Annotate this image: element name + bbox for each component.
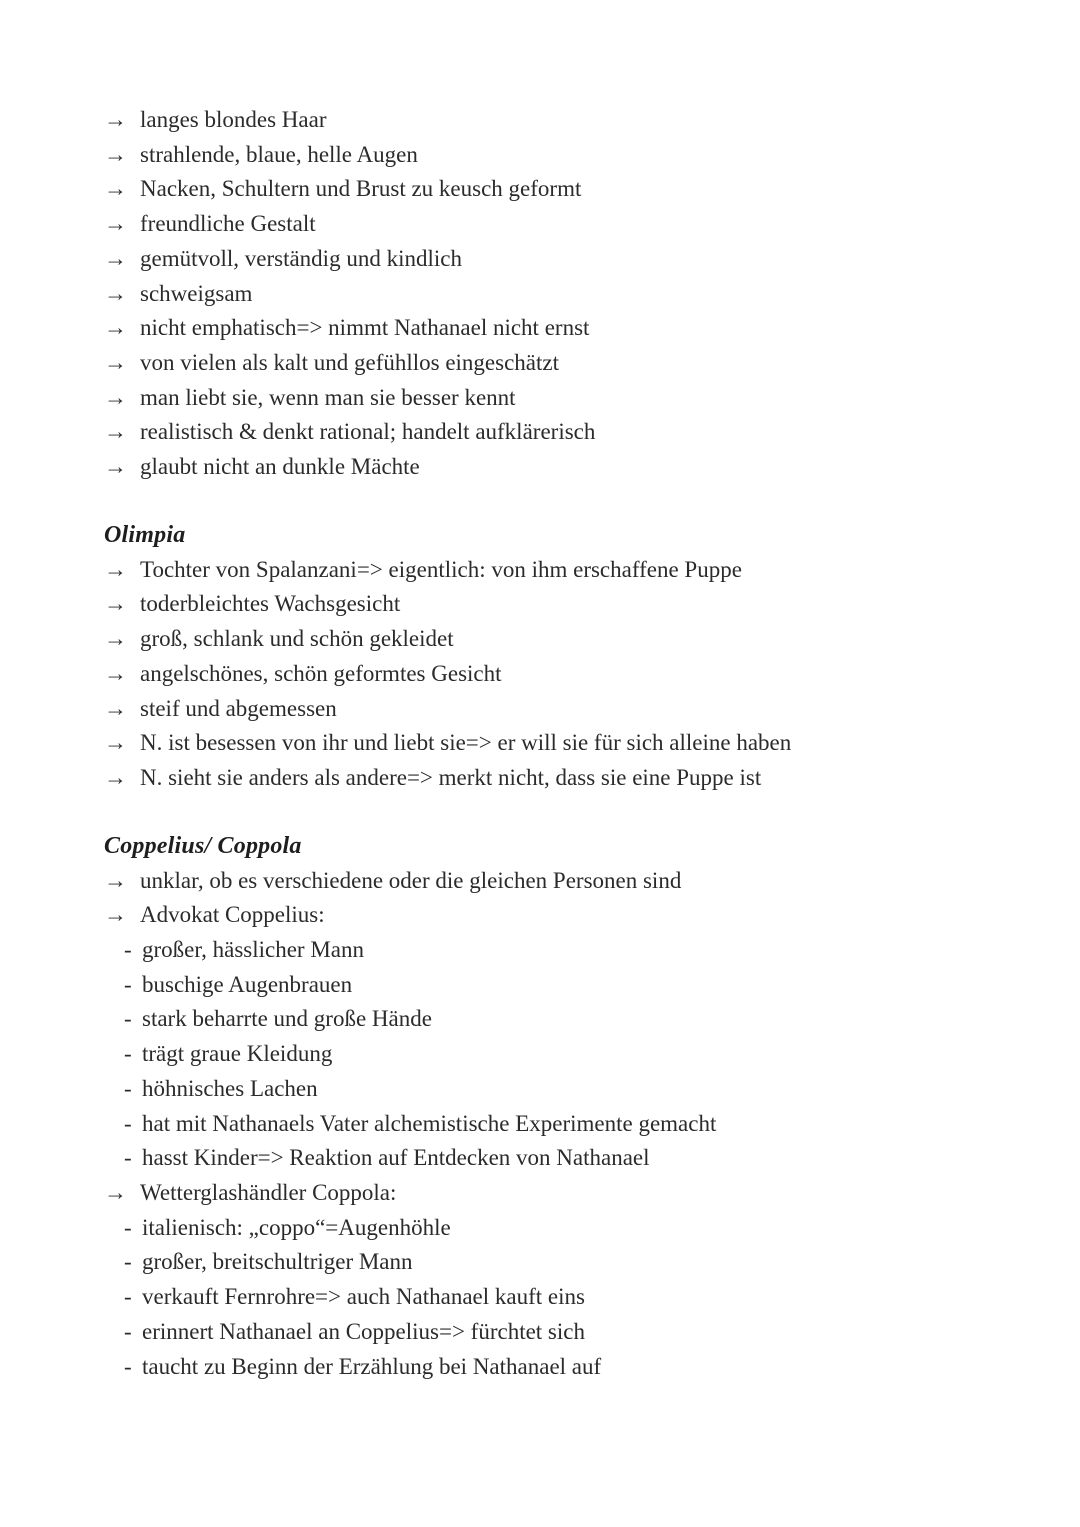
arrow-bullet-icon: →: [104, 141, 127, 167]
sub-bullet-item-text: italienisch: „coppo“=Augenhöhle: [142, 1214, 451, 1240]
sub-bullet-item-text: großer, hässlicher Mann: [142, 937, 364, 963]
bullet-item: [104, 726, 1020, 761]
arrow-bullet-icon: →: [104, 349, 127, 375]
notes-section: [104, 103, 1020, 485]
sub-bullet-item-text: erinnert Nathanael an Coppelius=> fürchtet sich: [142, 1318, 585, 1344]
arrow-bullet-icon: →: [104, 730, 127, 756]
bullet-item-text: Wetterglashändler Coppola:: [140, 1179, 397, 1205]
arrow-bullet-icon: →: [104, 280, 127, 306]
bullet-item: [104, 138, 1020, 173]
bullet-item: [104, 898, 1020, 933]
dash-bullet-icon: -: [124, 1041, 132, 1067]
bullet-item: [104, 622, 1020, 657]
sub-bullet-item-text: stark beharrte und große Hände: [142, 1006, 432, 1032]
sub-bullet-item: [104, 1037, 1020, 1072]
bullet-item-text: von vielen als kalt und gefühllos eingeschätzt: [140, 349, 559, 375]
notes-content: [104, 103, 1020, 1384]
bullet-item: [104, 346, 1020, 381]
sub-bullet-item: [104, 933, 1020, 968]
bullet-item: [104, 657, 1020, 692]
sub-bullet-item: [104, 1107, 1020, 1142]
arrow-bullet-icon: →: [104, 764, 127, 790]
arrow-bullet-icon: →: [104, 176, 127, 202]
sub-bullet-item: [104, 1245, 1020, 1280]
sub-bullet-item: [104, 1141, 1020, 1176]
sub-bullet-item: [104, 1350, 1020, 1385]
bullet-item: [104, 277, 1020, 312]
bullet-item: [104, 207, 1020, 242]
bullet-item: [104, 864, 1020, 899]
sub-bullet-item-text: buschige Augenbrauen: [142, 971, 353, 997]
dash-bullet-icon: -: [124, 1353, 132, 1379]
arrow-bullet-icon: →: [104, 556, 127, 582]
arrow-bullet-icon: →: [104, 660, 127, 686]
bullet-item-text: schweigsam: [140, 280, 253, 306]
section-heading: Olimpia: [104, 521, 186, 548]
section-heading: Coppelius/ Coppola: [104, 832, 302, 859]
dash-bullet-icon: -: [124, 1075, 132, 1101]
bullet-item-text: realistisch & denkt rational; handelt aufklärerisch: [140, 419, 596, 445]
bullet-item: [104, 242, 1020, 277]
dash-bullet-icon: -: [124, 1249, 132, 1275]
sub-bullet-item: [104, 1002, 1020, 1037]
bullet-item: [104, 587, 1020, 622]
bullet-item-text: glaubt nicht an dunkle Mächte: [140, 454, 420, 480]
bullet-item: [104, 381, 1020, 416]
bullet-item: [104, 553, 1020, 588]
bullet-item-text: angelschönes, schön geformtes Gesicht: [140, 660, 502, 686]
dash-bullet-icon: -: [124, 1284, 132, 1310]
arrow-bullet-icon: →: [104, 384, 127, 410]
bullet-item-text: groß, schlank und schön gekleidet: [140, 626, 454, 652]
sub-bullet-item: [104, 1280, 1020, 1315]
notes-section: [104, 518, 1020, 796]
dash-bullet-icon: -: [124, 937, 132, 963]
bullet-item: [104, 450, 1020, 485]
dash-bullet-icon: -: [124, 1145, 132, 1171]
arrow-bullet-icon: →: [104, 695, 127, 721]
bullet-item-text: Advokat Coppelius:: [140, 902, 325, 928]
sub-bullet-item-text: hasst Kinder=> Reaktion auf Entdecken von Nathanael: [142, 1145, 650, 1171]
bullet-item-text: freundliche Gestalt: [140, 211, 316, 237]
sub-bullet-item: [104, 968, 1020, 1003]
bullet-item-text: nicht emphatisch=> nimmt Nathanael nicht ernst: [140, 315, 590, 341]
arrow-bullet-icon: →: [104, 315, 127, 341]
sub-bullet-item-text: höhnisches Lachen: [142, 1075, 318, 1101]
bullet-item-text: strahlende, blaue, helle Augen: [140, 141, 418, 167]
sub-bullet-item-text: großer, breitschultriger Mann: [142, 1249, 413, 1275]
sub-bullet-item: [104, 1211, 1020, 1246]
bullet-item: [104, 415, 1020, 450]
arrow-bullet-icon: →: [104, 419, 127, 445]
arrow-bullet-icon: →: [104, 902, 127, 928]
sub-bullet-item: [104, 1315, 1020, 1350]
dash-bullet-icon: -: [124, 1110, 132, 1136]
arrow-bullet-icon: →: [104, 454, 127, 480]
bullet-item: [104, 692, 1020, 727]
bullet-item: [104, 172, 1020, 207]
arrow-bullet-icon: →: [104, 107, 127, 132]
bullet-item-text: steif und abgemessen: [140, 695, 337, 721]
bullet-item-text: langes blondes Haar: [140, 107, 327, 132]
bullet-item: [104, 1176, 1020, 1211]
sub-bullet-item: [104, 1072, 1020, 1107]
dash-bullet-icon: -: [124, 1006, 132, 1032]
arrow-bullet-icon: →: [104, 1179, 127, 1205]
bullet-item-text: Tochter von Spalanzani=> eigentlich: von ihm erschaffene Puppe: [140, 556, 742, 582]
arrow-bullet-icon: →: [104, 591, 127, 617]
dash-bullet-icon: -: [124, 971, 132, 997]
bullet-item: [104, 311, 1020, 346]
bullet-item-text: gemütvoll, verständig und kindlich: [140, 245, 462, 271]
sub-bullet-item-text: taucht zu Beginn der Erzählung bei Nathanael auf: [142, 1353, 602, 1379]
bullet-item-text: Nacken, Schultern und Brust zu keusch geformt: [140, 176, 582, 202]
dash-bullet-icon: -: [124, 1318, 132, 1344]
bullet-item: [104, 761, 1020, 796]
arrow-bullet-icon: →: [104, 245, 127, 271]
bullet-item-text: toderbleichtes Wachsgesicht: [140, 591, 401, 617]
arrow-bullet-icon: →: [104, 626, 127, 652]
bullet-item-text: unklar, ob es verschiedene oder die gleichen Personen sind: [140, 867, 682, 893]
arrow-bullet-icon: →: [104, 211, 127, 237]
sub-bullet-item-text: verkauft Fernrohre=> auch Nathanael kauft eins: [142, 1284, 585, 1310]
bullet-item-text: N. sieht sie anders als andere=> merkt nicht, dass sie eine Puppe ist: [140, 764, 762, 790]
bullet-item: [104, 103, 1020, 138]
bullet-item-text: man liebt sie, wenn man sie besser kennt: [140, 384, 516, 410]
sub-bullet-item-text: hat mit Nathanaels Vater alchemistische Experimente gemacht: [142, 1110, 717, 1136]
sub-bullet-item-text: trägt graue Kleidung: [142, 1041, 333, 1067]
dash-bullet-icon: -: [124, 1214, 132, 1240]
notes-section: [104, 829, 1020, 1385]
bullet-item-text: N. ist besessen von ihr und liebt sie=> er will sie für sich alleine haben: [140, 730, 792, 756]
arrow-bullet-icon: →: [104, 867, 127, 893]
